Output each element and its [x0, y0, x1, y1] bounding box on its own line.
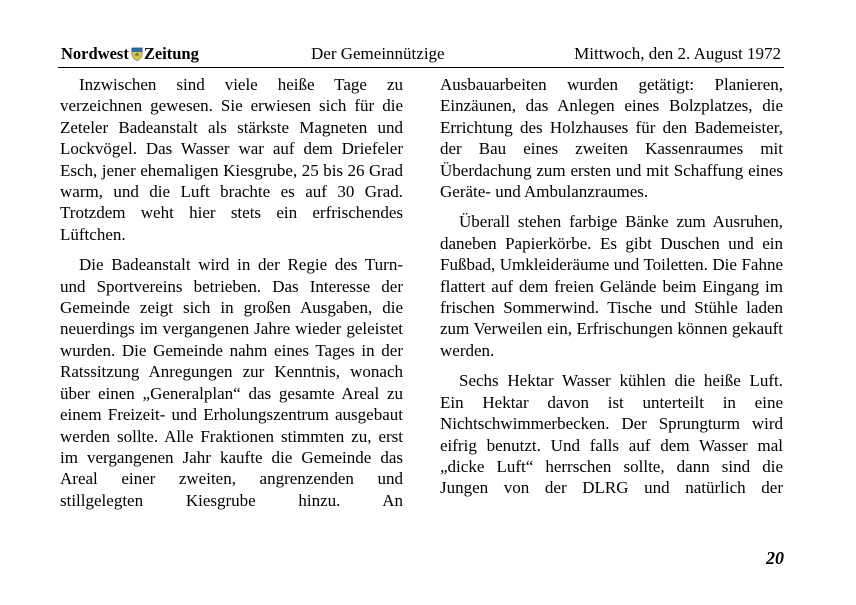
page-number: 20 — [766, 548, 784, 568]
publication-title: Der Gemeinnützige — [311, 44, 445, 63]
header-rule — [58, 67, 784, 68]
publication-date: Mittwoch, den 2. August 1972 — [574, 44, 781, 63]
article-column-left — [60, 74, 403, 520]
paragraph: Überall stehen farbige Bänke zum Ausruhen, daneben Papierkörbe. Es gibt Duschen und ein Fußbad, Umkleideräume und Toiletten. Die Fahne flattert auf dem freien Gelände beim Eingang im frischen Sommerwind. Tische und Stühle laden zum Verweilen ein, Erfrischungen können gekauft werden. — [440, 212, 783, 360]
paragraph: Sechs Hektar Wasser kühlen die heiße Luft. Ein Hektar davon ist unterteilt in eine Nichtschwimmerbecken. Der Sprungturm wird eifrig benutzt. Und falls auf dem Wasser mal „dicke Luft“ herrschen sollte, dann sind die Jungen von der DLRG und natürlich der — [440, 371, 783, 498]
newspaper-masthead — [61, 43, 199, 65]
article-column-right — [440, 74, 783, 508]
paragraph: Inzwischen sind viele heiße Tage zu verzeichnen gewesen. Sie erwiesen sich für die Zeteler Badeanstalt als stärkste Magneten und Lockvögel. Das Wasser war auf dem Driefeler Esch, jener ehemaligen Kiesgrube, 25 bis 26 Grad warm, und die Luft brachte es auf 30 Grad. Trotzdem weht hier stets ein erfrischendes Lüftchen. — [60, 75, 403, 244]
paragraph: Die Badeanstalt wird in der Regie des Turn- und Sportvereins betrieben. Das Interesse der Gemeinde zeigt sich in großen Ausgaben, die neuerdings im vergangenen Jahre wieder geleistet wurden. Die Gemeinde nahm eines Tages in der Ratssitzung Anregungen zur Kenntnis, wonach über einen „Generalplan“ das gesamte Areal zu einem Freizeit- und Erholungszentrum ausgebaut werden sollte. Alle Fraktionen stimmten zu, erst im vergangenen Jahr kaufte die Gemeinde das Areal einer zweiten, angrenzenden und stillgelegten Kiesgrube hinzu. An — [60, 255, 403, 510]
masthead-name-part2: Zeitung — [143, 44, 199, 63]
page-header — [61, 43, 781, 65]
paragraph: Ausbauarbeiten wurden getätigt: Planieren, Einzäunen, das Anlegen eines Bolzplatzes, die Errichtung des Holzhauses für den Bademeister, der Bau eines zweiten Kassenraumes mit Überdachung zum ersten und mit Schaffung eines Geräte- und Ambulanzraumes. — [440, 75, 783, 202]
coat-of-arms-icon — [131, 47, 143, 61]
masthead-name-part1: Nordwest — [61, 44, 129, 63]
